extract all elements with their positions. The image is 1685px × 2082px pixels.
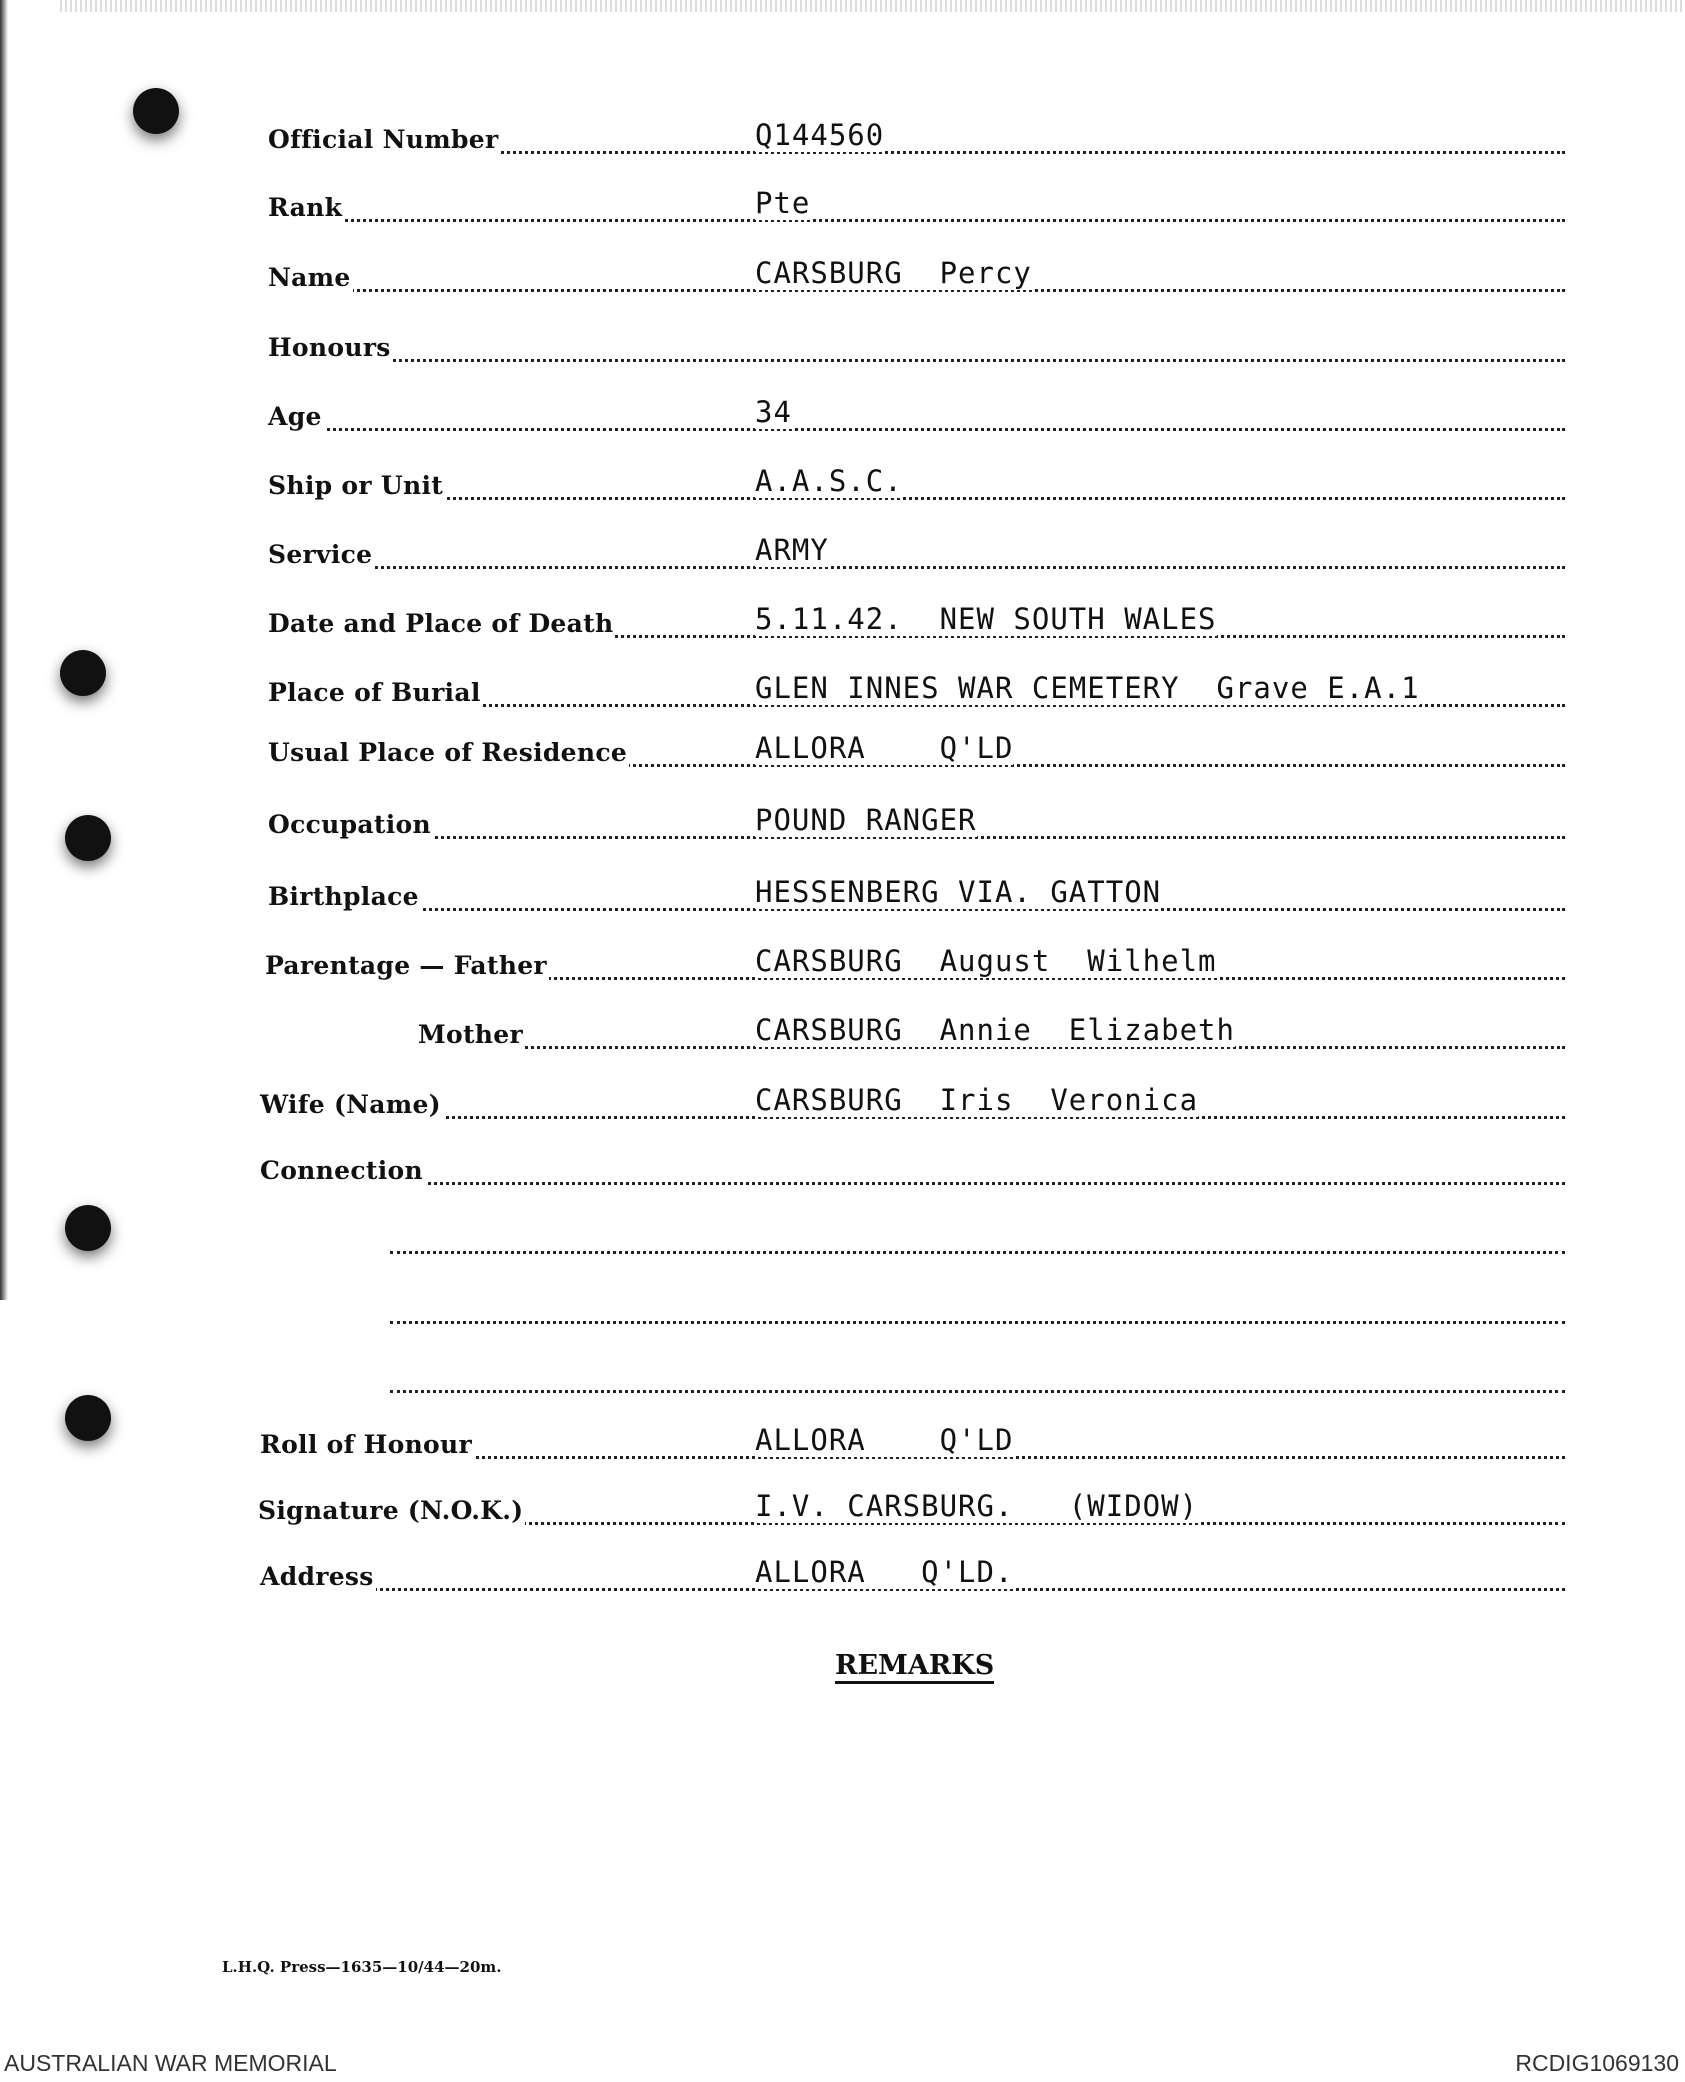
- form-row: [418, 1015, 1565, 1055]
- field-label: Place of Burial: [268, 678, 481, 707]
- page-edge: [0, 0, 8, 1300]
- form-row: [268, 328, 1565, 368]
- footer-archive-name: AUSTRALIAN WAR MEMORIAL: [4, 2050, 337, 2076]
- field-label: Connection: [260, 1156, 423, 1185]
- form-row: [268, 604, 1565, 644]
- form-row: [258, 1491, 1565, 1531]
- punch-hole: [65, 815, 111, 861]
- form-row: [260, 1085, 1565, 1125]
- field-value: Pte: [755, 186, 811, 220]
- form-row: [390, 1290, 1565, 1330]
- form-row: [268, 188, 1565, 228]
- dotted-line: [390, 1251, 1565, 1254]
- field-value: ARMY: [755, 533, 829, 567]
- field-label: Age: [268, 402, 322, 431]
- form-row: [268, 120, 1565, 160]
- form-row: [265, 946, 1565, 986]
- field-value: 5.11.42. NEW SOUTH WALES: [755, 602, 1217, 636]
- field-value: GLEN INNES WAR CEMETERY Grave E.A.1: [755, 671, 1420, 705]
- scan-artifact: [60, 0, 1685, 12]
- dotted-line: [390, 1390, 1565, 1393]
- field-label: Signature (N.O.K.): [258, 1496, 524, 1525]
- dotted-line: [390, 1321, 1565, 1324]
- field-value: Q144560: [755, 118, 885, 152]
- field-value: CARSBURG Annie Elizabeth: [755, 1013, 1235, 1047]
- dotted-line: [268, 428, 1565, 431]
- form-row: [260, 1425, 1565, 1465]
- field-label: Parentage — Father: [265, 951, 547, 980]
- form-row: [268, 673, 1565, 713]
- form-row: [268, 535, 1565, 575]
- field-label: Roll of Honour: [260, 1430, 472, 1459]
- dotted-line: [268, 219, 1565, 222]
- form-row: [268, 733, 1565, 773]
- footer-record-id: RCDIG1069130: [1515, 2050, 1679, 2076]
- field-value: A.A.S.C.: [755, 464, 903, 498]
- punch-hole: [65, 1395, 111, 1441]
- field-value: 34: [755, 395, 792, 429]
- form-row: [268, 877, 1565, 917]
- field-label: Name: [268, 263, 351, 292]
- field-label: Rank: [268, 193, 343, 222]
- form-row: [268, 397, 1565, 437]
- field-label: Service: [268, 540, 373, 569]
- field-label: Mother: [418, 1020, 523, 1049]
- field-value: POUND RANGER: [755, 803, 977, 837]
- dotted-line: [268, 497, 1565, 500]
- dotted-line: [260, 1182, 1565, 1185]
- field-value: CARSBURG August Wilhelm: [755, 944, 1217, 978]
- dotted-line: [268, 566, 1565, 569]
- form-row: [390, 1359, 1565, 1399]
- field-label: Official Number: [268, 125, 499, 154]
- field-label: Birthplace: [268, 882, 419, 911]
- form-row: [390, 1220, 1565, 1260]
- field-label: Address: [260, 1562, 374, 1591]
- press-mark: L.H.Q. Press—1635—10/44—20m.: [222, 1958, 502, 1976]
- field-value: ALLORA Q'LD: [755, 731, 1014, 765]
- form-row: [268, 466, 1565, 506]
- form-row: [268, 258, 1565, 298]
- field-value: ALLORA Q'LD.: [755, 1555, 1014, 1589]
- field-value: CARSBURG Percy: [755, 256, 1032, 290]
- field-value: I.V. CARSBURG. (WIDOW): [755, 1489, 1199, 1523]
- field-label: Ship or Unit: [268, 471, 444, 500]
- dotted-line: [268, 359, 1565, 362]
- field-label: Usual Place of Residence: [268, 738, 628, 767]
- punch-hole: [65, 1205, 111, 1251]
- punch-hole: [60, 650, 106, 696]
- form-row: [268, 805, 1565, 845]
- form-row: [260, 1557, 1565, 1597]
- form-row: [260, 1151, 1565, 1191]
- field-value: HESSENBERG VIA. GATTON: [755, 875, 1162, 909]
- field-label: Wife (Name): [260, 1090, 441, 1119]
- field-label: Honours: [268, 333, 391, 362]
- field-label: Date and Place of Death: [268, 609, 614, 638]
- remarks-heading: REMARKS: [835, 1650, 994, 1684]
- field-value: ALLORA Q'LD: [755, 1423, 1014, 1457]
- field-value: CARSBURG Iris Veronica: [755, 1083, 1199, 1117]
- punch-hole: [133, 88, 179, 134]
- field-label: Occupation: [268, 810, 431, 839]
